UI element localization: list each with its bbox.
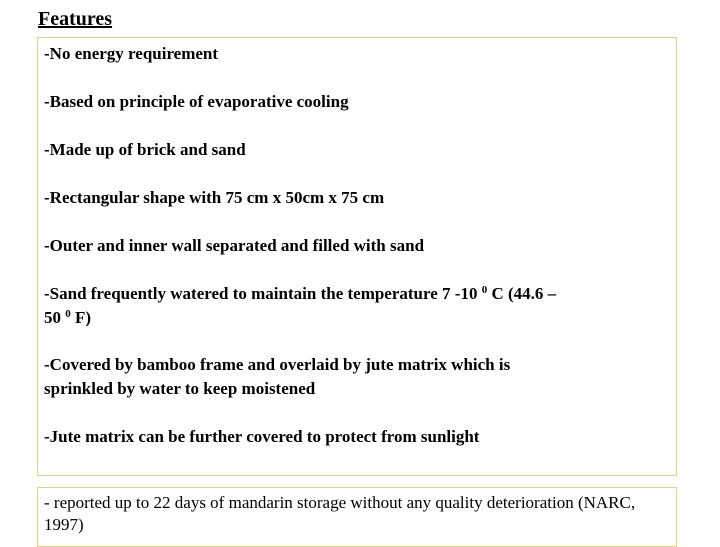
feature-item-energy: -No energy requirement xyxy=(44,44,219,63)
watering-text-a: -Sand frequently watered to maintain the temperature 7 -10 xyxy=(44,284,482,303)
reference-note-line2: 1997) xyxy=(44,515,84,534)
feature-item-watering-line2 xyxy=(44,306,556,330)
feature-item-jute: -Jute matrix can be further covered to protect from sunlight xyxy=(44,427,480,446)
feature-item-principle: -Based on principle of evaporative cooling xyxy=(44,92,349,111)
degree-superscript: 0 xyxy=(481,284,488,296)
covering-line1: -Covered by bamboo frame and overlaid by jute matrix which is xyxy=(44,355,511,374)
features-box xyxy=(37,37,677,476)
watering-text-c: 50 xyxy=(44,308,66,327)
reference-note xyxy=(44,492,635,536)
feature-item-shape: -Rectangular shape with 75 cm x 50cm x 75 cm xyxy=(44,188,385,207)
feature-item-walls: -Outer and inner wall separated and filled with sand xyxy=(44,236,425,255)
feature-item-watering xyxy=(44,282,556,330)
reference-note-line1: - reported up to 22 days of mandarin storage without any quality deterioration (NARC, xyxy=(44,493,636,512)
feature-item-covering xyxy=(44,353,510,401)
feature-item-watering-line1 xyxy=(44,282,556,306)
reference-note-box xyxy=(37,487,677,547)
degree-superscript: 0 xyxy=(65,308,71,320)
feature-item-material: -Made up of brick and sand xyxy=(44,140,246,159)
watering-text-b: C (44.6 – xyxy=(487,284,557,303)
covering-line2: sprinkled by water to keep moistened xyxy=(44,379,316,398)
page-title: Features xyxy=(38,8,113,30)
watering-text-d: F) xyxy=(70,308,92,327)
